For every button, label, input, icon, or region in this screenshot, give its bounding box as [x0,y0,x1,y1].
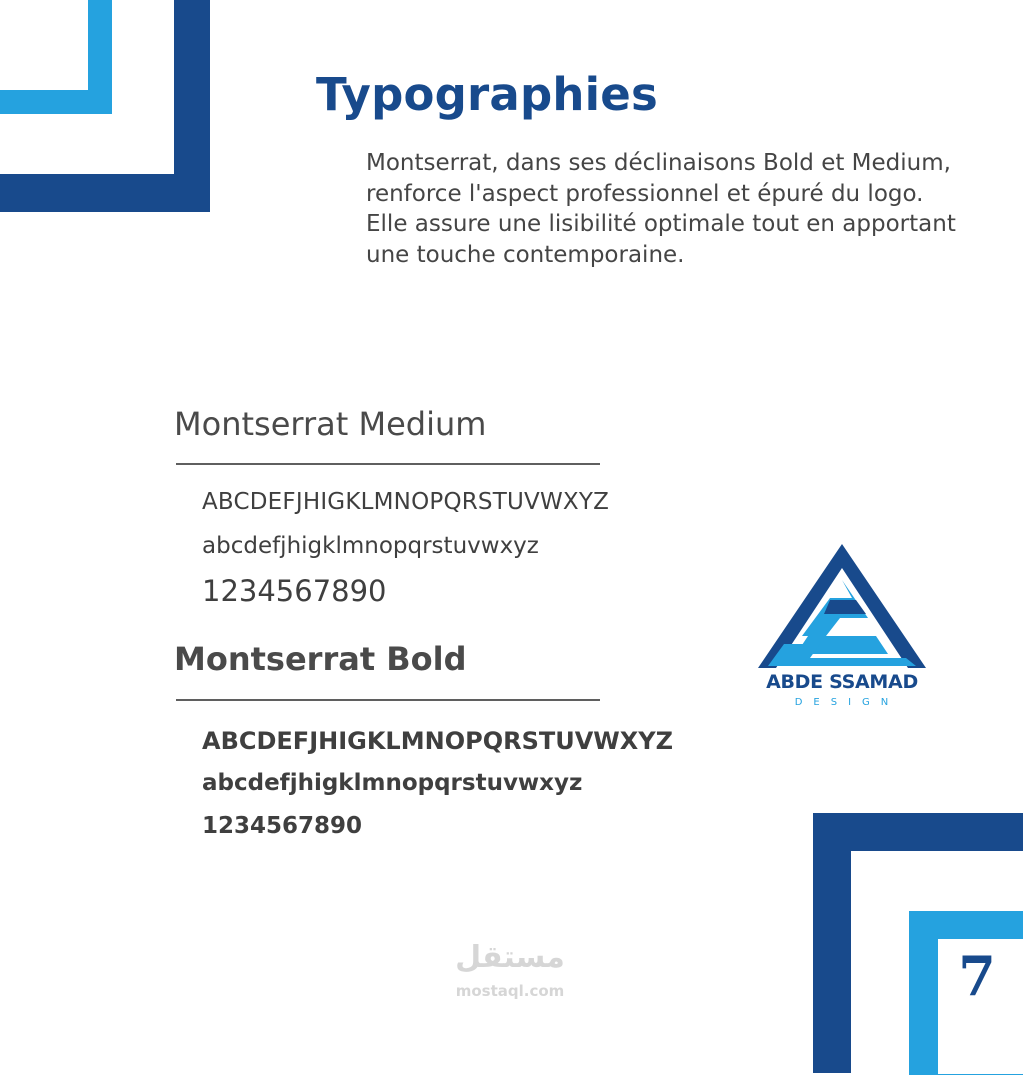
font-name-medium: Montserrat Medium [174,405,487,443]
typography-description: Montserrat, dans ses déclinaisons Bold et Medium, renforce l'aspect professionnel et épuré du logo. Elle assure une lisibilité optimale tout en apportant une touche contemporaine. [366,150,956,268]
page-number: 7 [958,944,996,1008]
sample-digits-medium: 1234567890 [202,574,387,608]
font-name-bold: Montserrat Bold [174,640,467,678]
sample-uppercase-bold: ABCDEFJHIGKLMNOPQRSTUVWXYZ [202,727,674,755]
sample-lowercase-bold: abcdefjhigklmnopqrstuvwxyz [202,770,583,796]
sample-digits-bold: 1234567890 [202,813,363,839]
sample-uppercase-medium: ABCDEFJHIGKLMNOPQRSTUVWXYZ [202,489,610,515]
watermark-url: mostaql.com [455,982,565,1000]
logo-name: ABDE SSAMAD [766,671,918,693]
watermark-arabic: مستقل [455,940,565,975]
logo-mark-icon [756,540,928,672]
divider-bold [176,699,600,701]
watermark [440,940,580,1004]
brand-logo [746,540,938,720]
sample-lowercase-medium: abcdefjhigklmnopqrstuvwxyz [202,533,539,559]
corner-frame-top-left-inner [0,0,112,114]
logo-subtitle: DESIGN [794,697,900,708]
page-title: Typographies [316,68,658,121]
divider-medium [176,463,600,465]
